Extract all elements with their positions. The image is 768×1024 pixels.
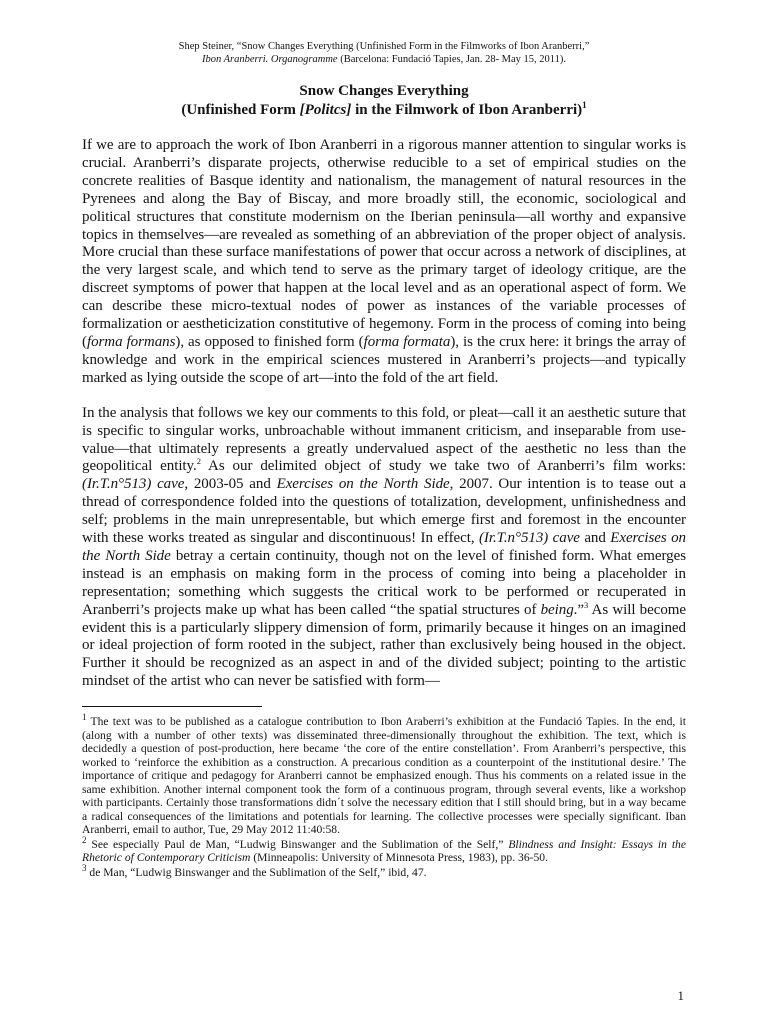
para2-text-4: , 2007. Our intention is to tease out a thread of correspondence folded into the questions of totalization, development, unfinishedness and self; problems in the main unrepresentable, but which emerge first and foremost in the encounter with these works treated as singular and discontinuous! In effect, [82, 476, 687, 547]
title-line-2-b: in the Filmwork of Ibon Aranberri) [351, 102, 583, 118]
para2-italic-cave-title-1: (Ir.T.n°513) cave [82, 476, 185, 493]
footnote-3 [82, 862, 686, 880]
para2-text-2: As our delimited object of study we take two of Aranberri’s film works: [200, 458, 686, 475]
body-paragraph-2 [82, 405, 686, 692]
para2-italic-exercises-title-1: Exercises on the North Side [276, 476, 450, 493]
para1-italic-forma-formata: forma formata [363, 333, 451, 350]
title-line-2-a: (Unfinished Form [181, 102, 300, 118]
para2-text-7: .” [573, 601, 584, 618]
title-line-2-italic: [Politcs] [299, 102, 352, 118]
running-head-line-1: Shep Steiner, “Snow Changes Everything (Unfinished Form in the Filmworks of Ibon Aranberri,” [178, 41, 590, 52]
running-head [102, 40, 666, 66]
running-head-publication: (Barcelona: Fundació Tapies, Jan. 28- May 15, 2011). [337, 54, 567, 65]
para2-text-6: betray a certain continuity, though not on the level of finished form. What emerges instead is an emphasis on making form in the process of coming into being a placeholder in representation; something which suggests the critical work to be performed or recuperated in Aranberri’s projects make up what has been called “the spatial structures of [82, 547, 687, 618]
para1-italic-forma-formans: forma formans [86, 333, 176, 350]
footnote-ref-2[interactable]: 2 [196, 456, 201, 467]
body-paragraph-1 [82, 137, 686, 388]
footnote-1-text: The text was to be published as a catalogue contribution to Ibon Araberri’s exhibition at the Fundació Tapies. In the end, it (along with a number of other texts) was disseminated three-dimensionally throughout the exhibition. The text, which is decidedly a question of post-production, here became ‘the core of the entire constellation’. From Aranberri’s perspective, this worked to ‘reinforce the exhibition as a construction. A precarious condition as a counterpoint of the institutional desire.’ The importance of critique and pedagogy for Aranberri cannot be emphasized enough. Thus his comments on a related issue in the same exhibition. Another internal component took the form of a continuous program, through several events, like a workshop with participants. Certainly those transformations didn´t solve the necessary edition that I still should bring, but in a way became a radical consequences of the limitations and potentials for learning. The collective processes were specially significant. Iban Aranberri, email to author, Tue, 29 May 2012 11:40:58. [82, 715, 686, 837]
footnote-number-3: 3 [82, 862, 87, 873]
para2-text-5: and [579, 530, 611, 547]
footnote-divider [82, 706, 262, 707]
footnote-2-text-a: See especially Paul de Man, “Ludwig Binswanger and the Sublimation of the Self,” [86, 837, 509, 851]
paper-title [82, 82, 686, 120]
footnotes [82, 712, 686, 879]
footnote-2 [82, 834, 686, 865]
para1-text-1: If we are to approach the work of Ibon Aranberri in a rigorous manner attention to singular works is crucial. Aranberri’s disparate projects, otherwise reducible to a set of empirical studies on the concrete realities of Basque identity and nationalism, the management of natural resources in the Pyrenees and along the Bay of Biscay, and more broadly still, the economic, sociological and political structures that constitute modernism on the Iberian peninsula—all worthy and expansive topics in themselves—are revealed as something of an abbreviation of the proper object of analysis. More crucial than these surface manifestations of power that occur across a network of disciplines, at the very largest scale, and which tend to serve as the primary target of ideology critique, are the discreet symptoms of power that happen at the local level and as an operational aspect of form. We can describe these micro-textual nodes of power as instances of the variable processes of formalization or aestheticization constitutive of hegemony. Form in the process of coming into being ( [82, 137, 686, 350]
footnote-1 [82, 712, 686, 837]
footnote-number-2: 2 [82, 834, 87, 845]
footnote-number-1: 1 [82, 712, 87, 723]
title-line-2 [82, 101, 686, 120]
footnote-2-text-b: (Minneapolis: University of Minnesota Press, 1983), pp. 36-50. [250, 851, 548, 865]
footnote-ref-1[interactable]: 1 [582, 100, 587, 110]
para2-text-3: , 2003-05 and [184, 476, 277, 493]
footnote-2-book-title: Blindness and Insight: Essays in the Rhetoric of Contemporary Criticism [82, 837, 686, 865]
footnote-ref-3[interactable]: 3 [583, 599, 589, 610]
page-number: 1 [677, 988, 684, 1003]
running-head-italic-title: Ibon Aranberri. Organogramme [201, 54, 338, 65]
para2-italic-exercises-title-2: Exercises on the North Side [82, 530, 686, 564]
para2-text-1: In the analysis that follows we key our comments to this fold, or pleat—call it an aesthetic suture that is specific to singular works, unbroachable without immanent criticism, and inseparable from use-value—that ultimately represents a greatly undervalued aspect of the aesthetic no less than the geopolitical entity. [82, 404, 686, 475]
title-line-1: Snow Changes Everything [299, 83, 469, 99]
para2-italic-being: being [540, 601, 574, 618]
running-head-line-2 [102, 53, 666, 66]
para2-text-8: As will become evident this is a particularly slippery dimension of form, primarily because it hinges on an imagined or ideal projection of form rooted in the subject, rather than exclusively being housed in the object. Further it should be recognized as an aspect in and of the divided subject; pointing to the artistic mindset of the artist who can never be satisfied with form— [82, 601, 686, 690]
footnote-3-text: de Man, “Ludwig Binswanger and the Sublimation of the Self,” ibid, 47. [86, 865, 427, 879]
para2-italic-cave-title-2: (Ir.T.n°513) cave [478, 530, 580, 547]
para1-text-2: ), as opposed to finished form ( [175, 333, 364, 350]
para1-text-3: ), is the crux here: it brings the array of knowledge and work in the empirical sciences mustered in Aranberri’s projects—and typically marked as lying outside the scope of art—into the fold of the art field. [82, 333, 686, 386]
